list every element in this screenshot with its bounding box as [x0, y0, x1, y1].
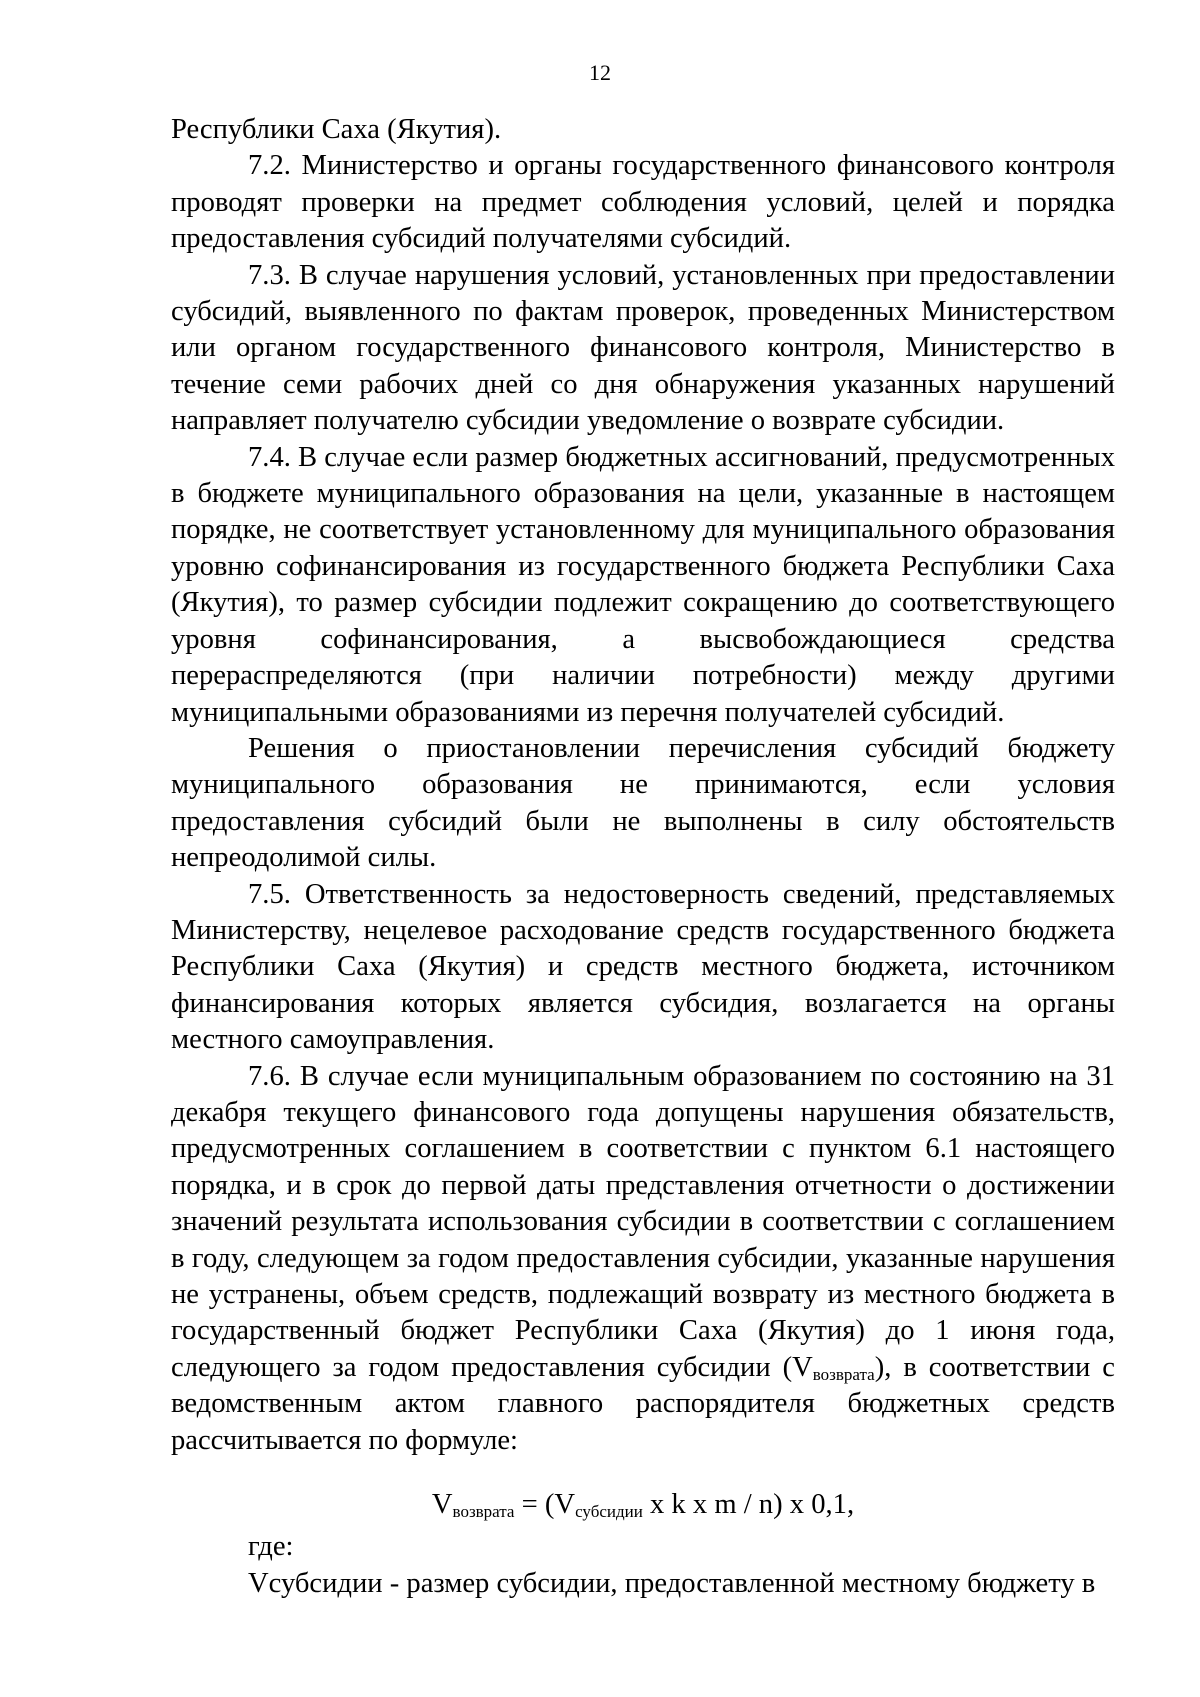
paragraph-definition-v-subsidy: Vсубсидии - размер субсидии, предоставленной местному бюджету в [248, 1567, 1096, 1599]
formula [171, 1487, 1115, 1523]
paragraph-7-2: 7.2. Министерство и органы государственного финансового контроля проводят проверки на предмет соблюдения условий, целей и порядка предоставления субсидий получателями субсидий. [171, 150, 1115, 255]
paragraph-decisions: Решения о приостановлении перечисления субсидий бюджету муниципального образования не принимаются, если условия предоставления субсидий были не выполнены в силу обстоятельств непреодолимой силы. [171, 732, 1115, 874]
formula-v-return: V [431, 1489, 453, 1521]
formula-where-label: где: [248, 1531, 294, 1563]
formula-rest: x k x m / n) x 0,1, [642, 1489, 855, 1521]
paragraph-7-4: 7.4. В случае если размер бюджетных ассигнований, предусмотренных в бюджете муниципального образования на цели, указанные в настоящем порядке, не соответствует установленному для муниципального образования уровню софинансирования из государственного бюджета Республики Саха (Якутия), то размер субсидии подлежит сокращению до соответствующего уровня софинансирования, а высвобождающиеся средства перераспределяются (при наличии потребности) между другими муниципальными образованиями из перечня получателей субсидий. [171, 441, 1116, 728]
paragraph-7-6-text-end: ), в соответствии с ведомственным актом главного распорядителя бюджетных средств рассчитывается по формуле: [171, 1351, 1115, 1456]
formula-v-subsidy-subscript: субсидии [575, 1502, 643, 1522]
formula-equals: = (V [514, 1489, 576, 1521]
formula-v-return-subscript: возврата [452, 1502, 515, 1522]
paragraph-7-5: 7.5. Ответственность за недостоверность сведений, представляемых Министерству, нецелевое расходование средств государственного бюджета Республики Саха (Якутия) и средств местного бюджета, источником финансирования которых является субсидия, возлагается на органы местного самоуправления. [171, 878, 1115, 1056]
paragraph-7-6-text-start: 7.6. В случае если муниципальным образованием по состоянию на 31 декабря текущего финансового года допущены нарушения обязательств, предусмотренных соглашением в соответствии с пунктом 6.1 настоящего порядка, и в срок до первой даты представления отчетности о достижении значений результата использования субсидии в соответствии с соглашением в году, следующем за годом предоставления субсидии, указанные нарушения не устранены, объем средств, подлежащий возврату из местного бюджета в государственный бюджет Республики Саха (Якутия) до 1 июня года, следующего за годом предоставления субсидии (V [171, 1060, 1115, 1383]
page-number: 12 [589, 60, 611, 85]
paragraph-7-6 [171, 1059, 1115, 1459]
paragraph-7-6-subscript: возврата [812, 1364, 875, 1384]
document-body [171, 112, 1115, 1602]
paragraph-7-3: 7.3. В случае нарушения условий, установленных при предоставлении субсидий, выявленного по фактам проверок, проведенных Министерством или органом государственного финансового контроля, Министерство в течение семи рабочих дней со дня обнаружения указанных нарушений направляет получателю субсидии уведомление о возврате субсидии. [171, 259, 1115, 437]
paragraph-continuation: Республики Саха (Якутия). [171, 114, 502, 145]
